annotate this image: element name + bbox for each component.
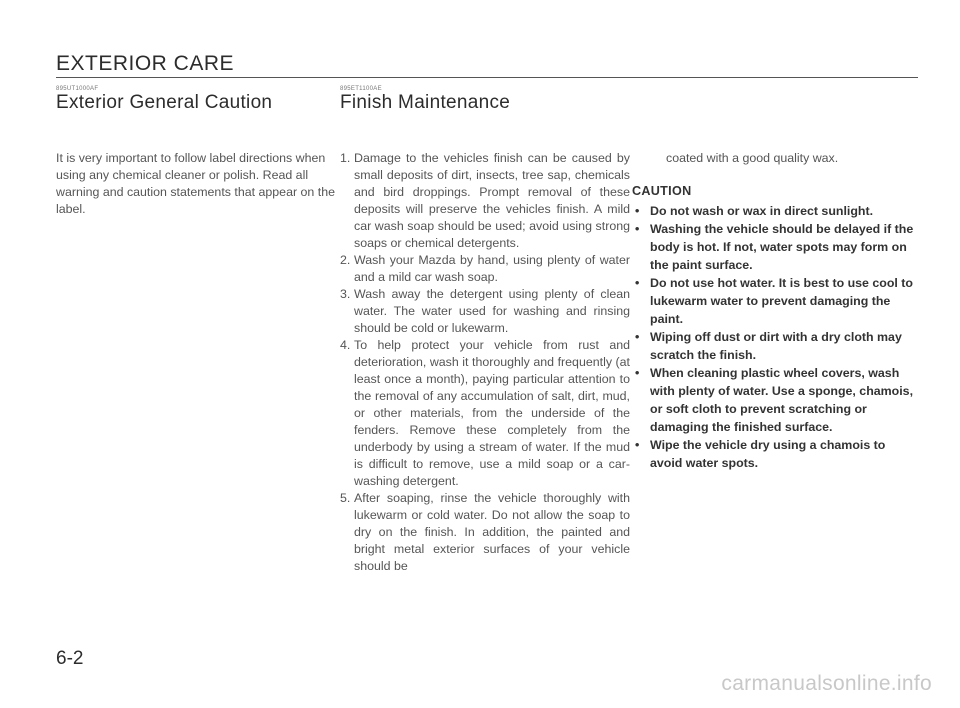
middle-heading: Finish Maintenance [340, 92, 511, 113]
caution-title: CAUTION [632, 184, 692, 198]
caution-item: • Washing the vehicle should be delayed if the body is hot. If not, water spots may form on the paint surface. [632, 220, 920, 274]
caution-item: • Wiping off dust or dirt with a dry cloth may scratch the finish. [632, 328, 920, 364]
right-column [632, 150, 920, 472]
watermark: carmanualsonline.info [721, 672, 932, 695]
section-title: EXTERIOR CARE [56, 52, 235, 75]
page-number: 6-2 [56, 648, 84, 669]
maintenance-list [340, 150, 630, 575]
list-item: 3. Wash away the detergent using plenty of clean water. The water used for washing and rinsing should be cold or lukewarm. [340, 287, 630, 335]
left-body: It is very important to follow label directions when using any chemical cleaner or polish. Read all warning and caution statements that appear on the label. [56, 151, 335, 216]
caution-item: • When cleaning plastic wheel covers, wash with plenty of water. Use a sponge, chamois, or soft cloth to prevent scratching or damaging the finished surface. [632, 364, 920, 436]
middle-section-code: 895ET1100AE [340, 86, 382, 92]
list-item: 1. Damage to the vehicles finish can be caused by small deposits of dirt, insects, tree sap, chemicals and bird droppings. Prompt removal of these deposits will preserve the vehicles finish. A mild car wash soap should be used; avoid using strong soaps or chemical detergents. [340, 151, 630, 250]
continuation-text: coated with a good quality wax. [666, 151, 839, 165]
left-column [56, 150, 338, 218]
left-section-code: 895UT1000AF [56, 86, 99, 92]
caution-item: • Do not wash or wax in direct sunlight. [632, 202, 920, 220]
caution-item: • Wipe the vehicle dry using a chamois to avoid water spots. [632, 436, 920, 472]
middle-column [340, 150, 630, 575]
list-item: 2. Wash your Mazda by hand, using plenty of water and a mild car wash soap. [340, 253, 630, 284]
left-heading: Exterior General Caution [56, 92, 273, 113]
list-item: 5. After soaping, rinse the vehicle thoroughly with lukewarm or cold water. Do not allow the soap to dry on the finish. In addition, the painted and bright metal exterior surfaces of your vehicle should be [340, 491, 630, 573]
caution-list [632, 202, 920, 472]
header-rule [56, 77, 918, 78]
list-item: 4. To help protect your vehicle from rust and deterioration, wash it thoroughly and frequently (at least once a month), paying particular attention to the removal of any accumulation of salt, dirt, mud, or other materials, from the underside of the fenders. Remove these completely from the underbody by using a stream of water. If the mud is difficult to remove, use a mild soap or a car-washing detergent. [340, 338, 630, 488]
caution-item: • Do not use hot water. It is best to use cool to lukewarm water to prevent damaging the paint. [632, 274, 920, 328]
